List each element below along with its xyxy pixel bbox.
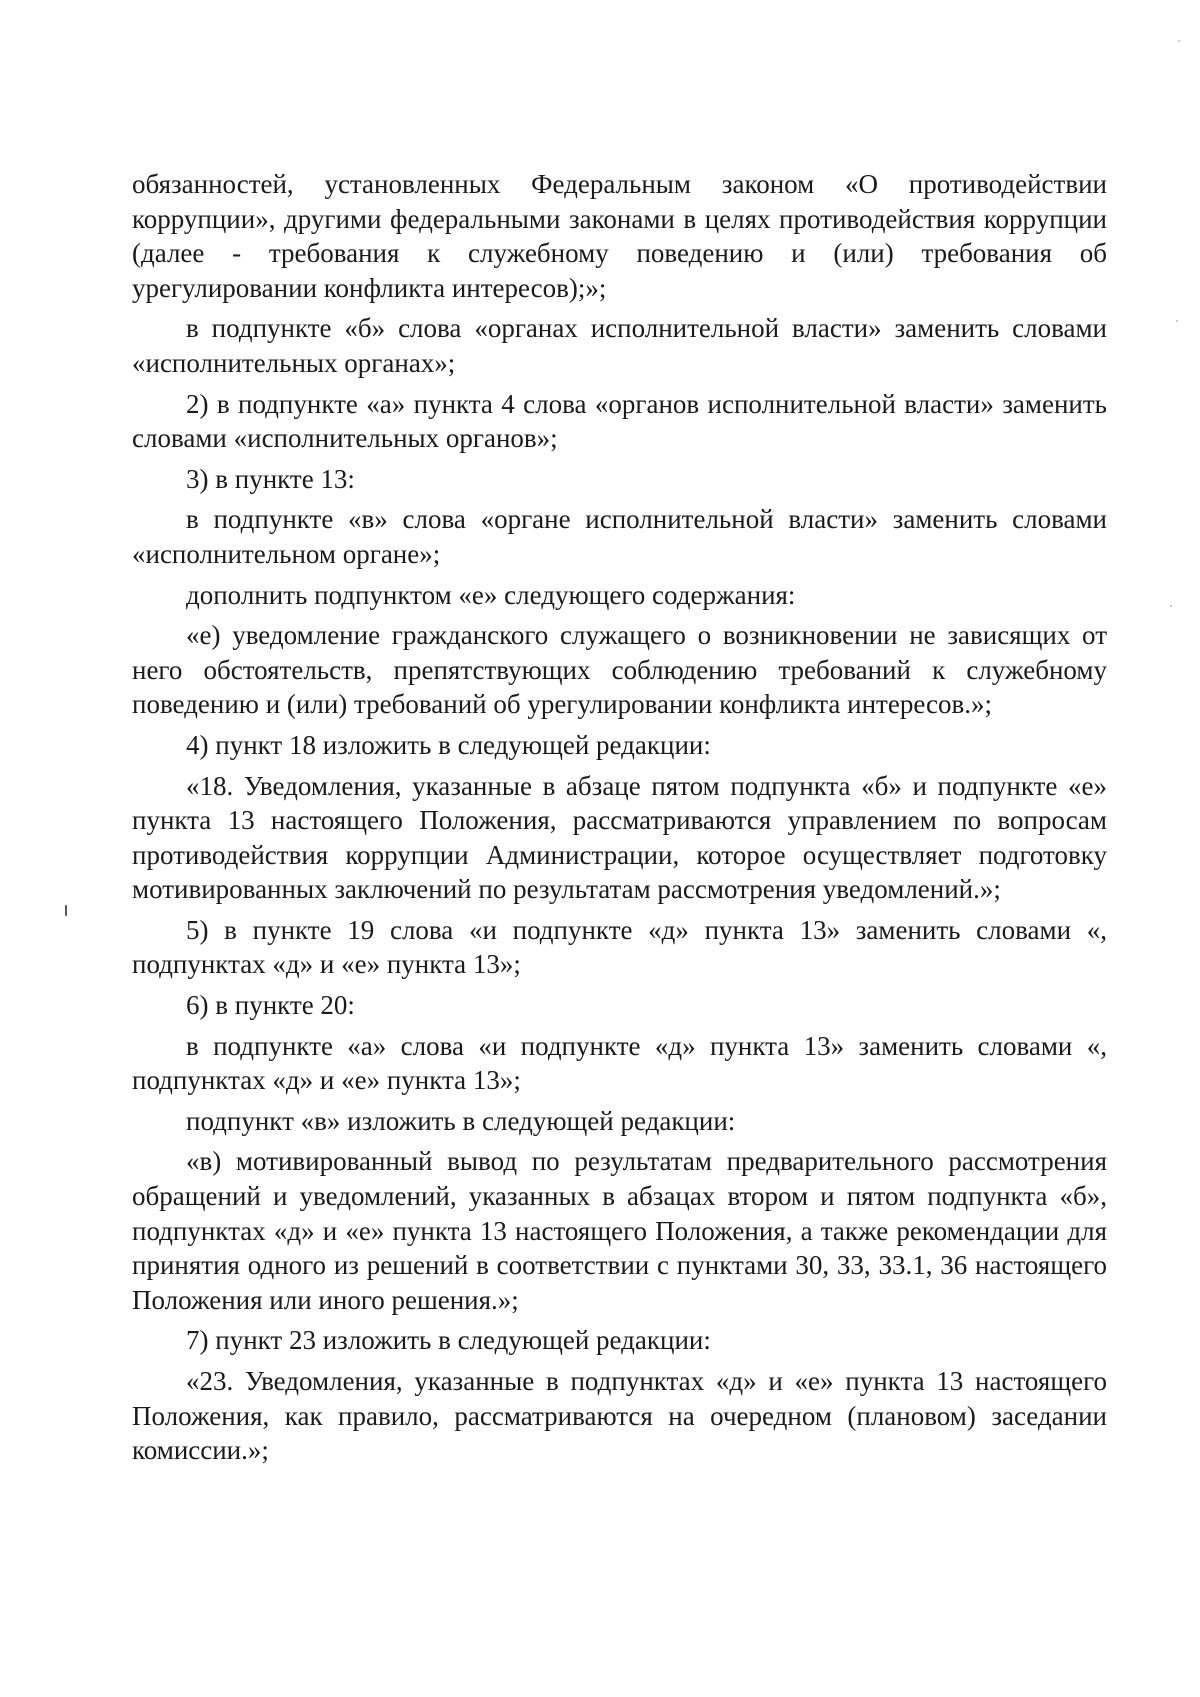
paragraph-item-4: 4) пункт 18 изложить в следующей редакции: (186, 729, 711, 760)
paragraph-subpoint-v-text: «в) мотивированный вывод по результатам предварительного рассмотрения обращений и уведомлений, указанных в абзацах втором и пятом подпункта «б», подпунктах «д» и «е» пункта 13 настоящего Положения, а также рекомендации для принятия одного из решений в соответствии с пунктами 30, 33, 33.1, 36 настоящего Положения или иного решения.»; (132, 1146, 1107, 1315)
scan-speck (1176, 320, 1178, 322)
paragraph-item-6: 6) в пункте 20: (186, 990, 355, 1021)
paragraph-point-18-text: «18. Уведомления, указанные в абзаце пятом подпункта «б» и подпункте «е» пункта 13 настоящего Положения, рассматриваются управлением по вопросам противодействия коррупции Администрации, которое осуществляет подготовку мотивированных заключений по результатам рассмотрения уведомлений.»; (132, 770, 1107, 905)
paragraph-item-7: 7) пункт 23 изложить в следующей редакции: (186, 1325, 711, 1356)
paragraph-continuation: обязанностей, установленных Федеральным законом «О противодействии коррупции», другими федеральными законами в целях противодействия коррупции (далее - требования к служебному поведению и (или) требования об урегулировании конфликта интересов);»; (132, 169, 1107, 303)
paragraph-subpoint-e-text: «е) уведомление гражданского служащего о возникновении не зависящих от него обстоятельств, препятствующих соблюдению требований к служебному поведению и (или) требований об урегулировании конфликта интересов.»; (132, 620, 1107, 720)
paragraph-subpoint-a: в подпункте «а» слова «и подпункте «д» пункта 13» заменить словами «, подпунктах «д» и «е» пункта 13»; (132, 1030, 1107, 1096)
paragraph-point-23-text: «23. Уведомления, указанные в подпунктах «д» и «е» пункта 13 настоящего Положения, как правило, рассматриваются на очередном (плановом) заседании комиссии.»; (132, 1366, 1107, 1466)
paragraph-item-3: 3) в пункте 13: (186, 463, 355, 494)
paragraph-subpoint-v-edit: подпункт «в» изложить в следующей редакции: (186, 1105, 736, 1136)
paragraph-item-5: 5) в пункте 19 слова «и подпункте «д» пункта 13» заменить словами «, подпунктах «д» и «е» пункта 13»; (132, 914, 1107, 980)
paragraph-subpoint-v: в подпункте «в» слова «органе исполнительной власти» заменить словами «исполнительном органе»; (132, 504, 1107, 569)
paragraph-item-2: 2) в подпункте «а» пункта 4 слова «органов исполнительной власти» заменить словами «исполнительных органов»; (132, 388, 1107, 454)
paragraph-subpoint-b: в подпункте «б» слова «органах исполнительной власти» заменить словами «исполнительных органах»; (132, 313, 1107, 378)
scan-speck (1178, 40, 1180, 42)
scan-speck (1170, 605, 1172, 607)
scan-speck (65, 905, 67, 916)
paragraph-add-subpoint-e: дополнить подпунктом «е» следующего содержания: (186, 579, 796, 610)
document-body (132, 167, 1107, 1468)
